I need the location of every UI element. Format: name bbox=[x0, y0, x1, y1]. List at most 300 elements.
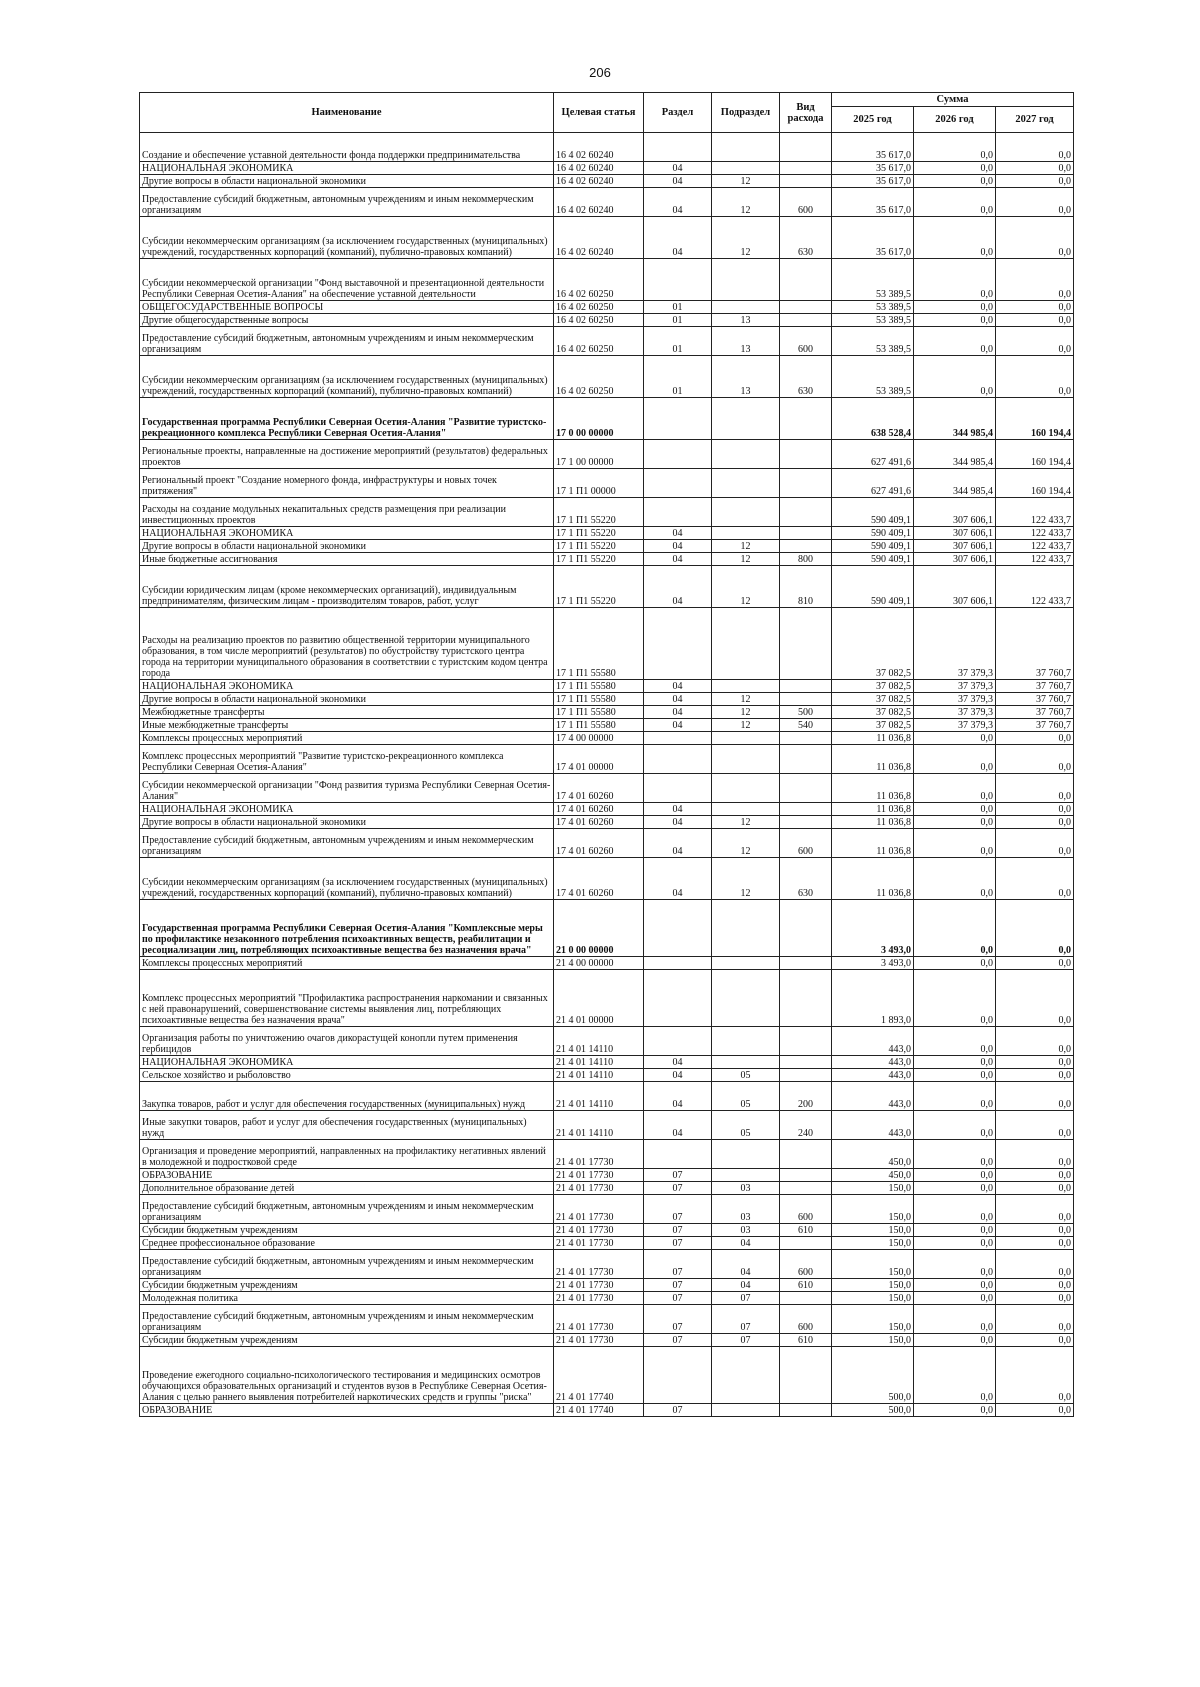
row-amount-2025: 37 082,5 bbox=[832, 680, 914, 693]
row-section: 04 bbox=[644, 566, 712, 608]
row-name: Иные закупки товаров, работ и услуг для обеспечения государственных (муниципальных) нужд bbox=[140, 1111, 554, 1140]
row-name: Другие вопросы в области национальной экономики bbox=[140, 693, 554, 706]
row-subsection bbox=[712, 608, 780, 680]
row-target-article: 21 4 01 14110 bbox=[554, 1069, 644, 1082]
row-amount-2025: 638 528,4 bbox=[832, 398, 914, 440]
table-row bbox=[140, 1111, 1074, 1140]
row-expense-type bbox=[780, 398, 832, 440]
row-amount-2026: 0,0 bbox=[914, 1224, 996, 1237]
row-expense-type bbox=[780, 1069, 832, 1082]
row-amount-2027: 122 433,7 bbox=[996, 540, 1074, 553]
row-target-article: 17 1 00 00000 bbox=[554, 440, 644, 469]
row-amount-2026: 0,0 bbox=[914, 816, 996, 829]
row-amount-2027: 37 760,7 bbox=[996, 693, 1074, 706]
row-amount-2027: 160 194,4 bbox=[996, 440, 1074, 469]
row-name: Предоставление субсидий бюджетным, автономным учреждениям и иным некоммерческим организациям bbox=[140, 829, 554, 858]
row-name: Создание и обеспечение уставной деятельности фонда поддержки предпринимательства bbox=[140, 133, 554, 162]
row-amount-2027: 0,0 bbox=[996, 327, 1074, 356]
row-target-article: 17 1 П1 55220 bbox=[554, 527, 644, 540]
row-amount-2026: 307 606,1 bbox=[914, 553, 996, 566]
row-amount-2025: 11 036,8 bbox=[832, 858, 914, 900]
row-name: Закупка товаров, работ и услуг для обеспечения государственных (муниципальных) нужд bbox=[140, 1082, 554, 1111]
row-subsection bbox=[712, 803, 780, 816]
row-expense-type: 600 bbox=[780, 1250, 832, 1279]
table-row bbox=[140, 706, 1074, 719]
row-subsection bbox=[712, 1169, 780, 1182]
table-row bbox=[140, 1292, 1074, 1305]
row-target-article: 21 4 00 00000 bbox=[554, 957, 644, 970]
row-amount-2027: 0,0 bbox=[996, 1305, 1074, 1334]
row-expense-type bbox=[780, 1027, 832, 1056]
row-name: Проведение ежегодного социально-психологического тестирования и медицинских осмотров обучающихся образовательных организаций и студентов вузов в Республике Северная Осетия-Алания с целью раннего выявления потребителей наркотических средств и группы "риска" bbox=[140, 1347, 554, 1404]
table-row bbox=[140, 217, 1074, 259]
row-section: 04 bbox=[644, 693, 712, 706]
row-section: 04 bbox=[644, 540, 712, 553]
header-name: Наименование bbox=[140, 93, 554, 133]
row-expense-type: 610 bbox=[780, 1224, 832, 1237]
table-row bbox=[140, 398, 1074, 440]
budget-table-body bbox=[140, 133, 1074, 1417]
row-amount-2027: 0,0 bbox=[996, 1404, 1074, 1417]
table-row bbox=[140, 301, 1074, 314]
row-amount-2027: 0,0 bbox=[996, 1347, 1074, 1404]
table-row bbox=[140, 162, 1074, 175]
row-expense-type bbox=[780, 1292, 832, 1305]
row-name: Предоставление субсидий бюджетным, автономным учреждениям и иным некоммерческим организациям bbox=[140, 1305, 554, 1334]
table-row bbox=[140, 829, 1074, 858]
row-target-article: 21 4 01 14110 bbox=[554, 1056, 644, 1069]
table-row bbox=[140, 1404, 1074, 1417]
row-target-article: 21 4 01 00000 bbox=[554, 970, 644, 1027]
row-target-article: 17 4 01 60260 bbox=[554, 774, 644, 803]
table-row bbox=[140, 732, 1074, 745]
row-amount-2026: 0,0 bbox=[914, 829, 996, 858]
row-amount-2025: 11 036,8 bbox=[832, 829, 914, 858]
row-amount-2025: 53 389,5 bbox=[832, 259, 914, 301]
table-row bbox=[140, 680, 1074, 693]
row-expense-type bbox=[780, 133, 832, 162]
row-amount-2025: 500,0 bbox=[832, 1404, 914, 1417]
row-expense-type: 630 bbox=[780, 356, 832, 398]
row-section: 01 bbox=[644, 314, 712, 327]
row-amount-2027: 0,0 bbox=[996, 1140, 1074, 1169]
row-amount-2026: 307 606,1 bbox=[914, 498, 996, 527]
row-name: Предоставление субсидий бюджетным, автономным учреждениям и иным некоммерческим организациям bbox=[140, 1195, 554, 1224]
row-amount-2027: 0,0 bbox=[996, 1279, 1074, 1292]
table-row bbox=[140, 469, 1074, 498]
row-amount-2026: 37 379,3 bbox=[914, 706, 996, 719]
row-subsection: 04 bbox=[712, 1279, 780, 1292]
row-subsection: 12 bbox=[712, 188, 780, 217]
row-amount-2025: 450,0 bbox=[832, 1140, 914, 1169]
row-section: 07 bbox=[644, 1334, 712, 1347]
row-name: Предоставление субсидий бюджетным, автономным учреждениям и иным некоммерческим организациям bbox=[140, 327, 554, 356]
row-amount-2026: 37 379,3 bbox=[914, 680, 996, 693]
row-name: ОБРАЗОВАНИЕ bbox=[140, 1404, 554, 1417]
row-name: Межбюджетные трансферты bbox=[140, 706, 554, 719]
row-target-article: 17 4 01 60260 bbox=[554, 803, 644, 816]
row-amount-2025: 35 617,0 bbox=[832, 162, 914, 175]
row-target-article: 17 4 01 00000 bbox=[554, 745, 644, 774]
row-subsection: 12 bbox=[712, 829, 780, 858]
row-name: Комплекс процессных мероприятий "Профилактика распространения наркомании и связанных с ней правонарушений, совершенствование системы выявления лиц, потребляющих психоактивные вещества без назначения врача" bbox=[140, 970, 554, 1027]
row-amount-2025: 443,0 bbox=[832, 1082, 914, 1111]
row-amount-2027: 0,0 bbox=[996, 356, 1074, 398]
row-subsection: 12 bbox=[712, 706, 780, 719]
row-target-article: 17 0 00 00000 bbox=[554, 398, 644, 440]
row-name: Молодежная политика bbox=[140, 1292, 554, 1305]
row-amount-2026: 0,0 bbox=[914, 1027, 996, 1056]
row-name: Иные бюджетные ассигнования bbox=[140, 553, 554, 566]
row-expense-type bbox=[780, 1237, 832, 1250]
row-target-article: 21 4 01 17730 bbox=[554, 1292, 644, 1305]
row-expense-type bbox=[780, 693, 832, 706]
row-amount-2027: 0,0 bbox=[996, 1056, 1074, 1069]
row-section: 04 bbox=[644, 162, 712, 175]
row-expense-type: 600 bbox=[780, 1305, 832, 1334]
row-amount-2025: 150,0 bbox=[832, 1237, 914, 1250]
row-subsection: 07 bbox=[712, 1292, 780, 1305]
row-amount-2027: 0,0 bbox=[996, 829, 1074, 858]
row-section bbox=[644, 498, 712, 527]
row-subsection bbox=[712, 440, 780, 469]
row-amount-2025: 11 036,8 bbox=[832, 774, 914, 803]
row-subsection bbox=[712, 133, 780, 162]
table-row bbox=[140, 1056, 1074, 1069]
row-section bbox=[644, 957, 712, 970]
row-amount-2026: 0,0 bbox=[914, 1279, 996, 1292]
row-amount-2026: 307 606,1 bbox=[914, 566, 996, 608]
row-target-article: 17 1 П1 55220 bbox=[554, 540, 644, 553]
row-amount-2027: 0,0 bbox=[996, 162, 1074, 175]
row-expense-type bbox=[780, 1182, 832, 1195]
row-expense-type bbox=[780, 1404, 832, 1417]
table-row bbox=[140, 133, 1074, 162]
row-subsection: 05 bbox=[712, 1082, 780, 1111]
row-amount-2026: 0,0 bbox=[914, 970, 996, 1027]
row-section: 04 bbox=[644, 1056, 712, 1069]
row-subsection bbox=[712, 1347, 780, 1404]
row-target-article: 21 4 01 14110 bbox=[554, 1027, 644, 1056]
row-expense-type: 600 bbox=[780, 829, 832, 858]
row-name: Региональный проект "Создание номерного фонда, инфраструктуры и новых точек притяжения" bbox=[140, 469, 554, 498]
row-amount-2027: 37 760,7 bbox=[996, 719, 1074, 732]
row-amount-2027: 122 433,7 bbox=[996, 527, 1074, 540]
table-row bbox=[140, 816, 1074, 829]
row-amount-2026: 0,0 bbox=[914, 217, 996, 259]
table-row bbox=[140, 1082, 1074, 1111]
row-subsection bbox=[712, 1140, 780, 1169]
row-amount-2027: 0,0 bbox=[996, 803, 1074, 816]
row-section: 04 bbox=[644, 553, 712, 566]
row-subsection: 03 bbox=[712, 1182, 780, 1195]
row-subsection bbox=[712, 900, 780, 957]
row-amount-2027: 0,0 bbox=[996, 188, 1074, 217]
row-amount-2025: 35 617,0 bbox=[832, 188, 914, 217]
row-section: 07 bbox=[644, 1250, 712, 1279]
table-row bbox=[140, 745, 1074, 774]
table-row bbox=[140, 440, 1074, 469]
row-amount-2025: 53 389,5 bbox=[832, 327, 914, 356]
row-section: 07 bbox=[644, 1292, 712, 1305]
row-subsection: 12 bbox=[712, 719, 780, 732]
row-name: Другие общегосударственные вопросы bbox=[140, 314, 554, 327]
row-subsection bbox=[712, 162, 780, 175]
row-target-article: 17 4 01 60260 bbox=[554, 858, 644, 900]
row-target-article: 17 1 П1 55580 bbox=[554, 680, 644, 693]
row-amount-2027: 0,0 bbox=[996, 957, 1074, 970]
header-year-2025: 2025 год bbox=[832, 107, 914, 133]
row-target-article: 17 4 01 60260 bbox=[554, 816, 644, 829]
row-expense-type bbox=[780, 527, 832, 540]
row-amount-2025: 37 082,5 bbox=[832, 608, 914, 680]
row-target-article: 16 4 02 60250 bbox=[554, 356, 644, 398]
row-amount-2025: 150,0 bbox=[832, 1224, 914, 1237]
row-amount-2025: 443,0 bbox=[832, 1027, 914, 1056]
row-name: Комплексы процессных мероприятий bbox=[140, 732, 554, 745]
row-section: 07 bbox=[644, 1404, 712, 1417]
row-name: Иные межбюджетные трансферты bbox=[140, 719, 554, 732]
row-amount-2026: 0,0 bbox=[914, 1082, 996, 1111]
row-amount-2025: 150,0 bbox=[832, 1250, 914, 1279]
row-section: 04 bbox=[644, 706, 712, 719]
header-target-article: Целевая статья bbox=[554, 93, 644, 133]
row-amount-2025: 35 617,0 bbox=[832, 175, 914, 188]
row-name: Региональные проекты, направленные на достижение мероприятий (результатов) федеральных проектов bbox=[140, 440, 554, 469]
row-target-article: 21 4 01 14110 bbox=[554, 1111, 644, 1140]
row-amount-2027: 0,0 bbox=[996, 970, 1074, 1027]
row-amount-2027: 0,0 bbox=[996, 1069, 1074, 1082]
row-amount-2027: 0,0 bbox=[996, 732, 1074, 745]
row-target-article: 16 4 02 60240 bbox=[554, 188, 644, 217]
table-row bbox=[140, 356, 1074, 398]
row-expense-type bbox=[780, 301, 832, 314]
page-number: 206 bbox=[589, 65, 611, 80]
row-expense-type: 240 bbox=[780, 1111, 832, 1140]
row-amount-2025: 627 491,6 bbox=[832, 469, 914, 498]
row-amount-2026: 0,0 bbox=[914, 259, 996, 301]
row-amount-2027: 0,0 bbox=[996, 301, 1074, 314]
row-amount-2027: 0,0 bbox=[996, 1292, 1074, 1305]
row-expense-type: 630 bbox=[780, 858, 832, 900]
row-name: Субсидии бюджетным учреждениям bbox=[140, 1334, 554, 1347]
row-amount-2027: 0,0 bbox=[996, 1169, 1074, 1182]
row-amount-2027: 0,0 bbox=[996, 133, 1074, 162]
row-expense-type: 800 bbox=[780, 553, 832, 566]
row-section: 07 bbox=[644, 1195, 712, 1224]
row-target-article: 17 4 01 60260 bbox=[554, 829, 644, 858]
row-target-article: 17 1 П1 55580 bbox=[554, 693, 644, 706]
row-name: Другие вопросы в области национальной экономики bbox=[140, 175, 554, 188]
table-row bbox=[140, 188, 1074, 217]
table-row bbox=[140, 553, 1074, 566]
row-target-article: 17 1 П1 55580 bbox=[554, 719, 644, 732]
row-target-article: 17 1 П1 55580 bbox=[554, 706, 644, 719]
row-amount-2025: 590 409,1 bbox=[832, 527, 914, 540]
row-amount-2025: 11 036,8 bbox=[832, 745, 914, 774]
row-expense-type bbox=[780, 957, 832, 970]
row-subsection: 03 bbox=[712, 1195, 780, 1224]
row-section: 01 bbox=[644, 301, 712, 314]
row-expense-type bbox=[780, 1056, 832, 1069]
row-name: Субсидии некоммерческой организации "Фонд развития туризма Республики Северная Осетия-Алания" bbox=[140, 774, 554, 803]
row-expense-type: 600 bbox=[780, 1195, 832, 1224]
row-amount-2026: 0,0 bbox=[914, 1334, 996, 1347]
row-name: Дополнительное образование детей bbox=[140, 1182, 554, 1195]
row-target-article: 17 1 П1 55580 bbox=[554, 608, 644, 680]
table-row bbox=[140, 1182, 1074, 1195]
row-amount-2026: 37 379,3 bbox=[914, 693, 996, 706]
row-expense-type bbox=[780, 440, 832, 469]
row-name: Среднее профессиональное образование bbox=[140, 1237, 554, 1250]
row-amount-2026: 307 606,1 bbox=[914, 540, 996, 553]
row-section: 07 bbox=[644, 1182, 712, 1195]
row-subsection bbox=[712, 301, 780, 314]
table-row bbox=[140, 1305, 1074, 1334]
row-section bbox=[644, 398, 712, 440]
row-subsection: 12 bbox=[712, 540, 780, 553]
row-amount-2027: 0,0 bbox=[996, 745, 1074, 774]
row-expense-type bbox=[780, 732, 832, 745]
row-amount-2026: 0,0 bbox=[914, 314, 996, 327]
row-subsection bbox=[712, 498, 780, 527]
row-amount-2025: 1 893,0 bbox=[832, 970, 914, 1027]
row-target-article: 21 4 01 17730 bbox=[554, 1182, 644, 1195]
row-target-article: 21 4 01 17740 bbox=[554, 1404, 644, 1417]
row-expense-type bbox=[780, 175, 832, 188]
row-amount-2025: 590 409,1 bbox=[832, 553, 914, 566]
row-amount-2025: 3 493,0 bbox=[832, 900, 914, 957]
row-name: НАЦИОНАЛЬНАЯ ЭКОНОМИКА bbox=[140, 1056, 554, 1069]
row-name: НАЦИОНАЛЬНАЯ ЭКОНОМИКА bbox=[140, 162, 554, 175]
row-section: 04 bbox=[644, 1069, 712, 1082]
row-amount-2025: 37 082,5 bbox=[832, 706, 914, 719]
row-section bbox=[644, 1347, 712, 1404]
row-amount-2025: 590 409,1 bbox=[832, 498, 914, 527]
table-row bbox=[140, 858, 1074, 900]
row-expense-type bbox=[780, 469, 832, 498]
row-subsection: 12 bbox=[712, 858, 780, 900]
row-subsection: 12 bbox=[712, 816, 780, 829]
row-expense-type bbox=[780, 1347, 832, 1404]
row-amount-2025: 590 409,1 bbox=[832, 566, 914, 608]
row-amount-2026: 344 985,4 bbox=[914, 469, 996, 498]
row-name: НАЦИОНАЛЬНАЯ ЭКОНОМИКА bbox=[140, 680, 554, 693]
row-name: Субсидии некоммерческим организациям (за исключением государственных (муниципальных) учреждений, государственных корпораций (компаний), публично-правовых компаний) bbox=[140, 356, 554, 398]
table-row bbox=[140, 957, 1074, 970]
row-amount-2026: 0,0 bbox=[914, 162, 996, 175]
row-expense-type bbox=[780, 162, 832, 175]
row-amount-2025: 150,0 bbox=[832, 1305, 914, 1334]
row-amount-2025: 500,0 bbox=[832, 1347, 914, 1404]
row-target-article: 21 0 00 00000 bbox=[554, 900, 644, 957]
row-amount-2027: 0,0 bbox=[996, 1195, 1074, 1224]
row-amount-2027: 160 194,4 bbox=[996, 398, 1074, 440]
header-expense-type: Вид расхода bbox=[780, 93, 832, 133]
row-section bbox=[644, 469, 712, 498]
table-row bbox=[140, 1279, 1074, 1292]
row-amount-2026: 0,0 bbox=[914, 803, 996, 816]
row-amount-2026: 0,0 bbox=[914, 900, 996, 957]
row-target-article: 21 4 01 17730 bbox=[554, 1224, 644, 1237]
row-target-article: 21 4 01 17730 bbox=[554, 1334, 644, 1347]
row-subsection: 04 bbox=[712, 1237, 780, 1250]
row-section: 04 bbox=[644, 858, 712, 900]
row-section: 04 bbox=[644, 175, 712, 188]
row-subsection bbox=[712, 745, 780, 774]
row-amount-2025: 53 389,5 bbox=[832, 356, 914, 398]
row-name: Государственная программа Республики Северная Осетия-Алания "Комплексные меры по профилактике незаконного потребления психоактивных веществ, реабилитации и ресоциализации лиц, потребляющих психоактивные вещества без назначения врача" bbox=[140, 900, 554, 957]
row-amount-2026: 0,0 bbox=[914, 1305, 996, 1334]
row-subsection bbox=[712, 957, 780, 970]
row-amount-2025: 3 493,0 bbox=[832, 957, 914, 970]
row-target-article: 21 4 01 17730 bbox=[554, 1250, 644, 1279]
row-section bbox=[644, 259, 712, 301]
row-target-article: 21 4 01 17730 bbox=[554, 1237, 644, 1250]
row-subsection: 13 bbox=[712, 327, 780, 356]
row-section: 04 bbox=[644, 188, 712, 217]
row-amount-2027: 37 760,7 bbox=[996, 680, 1074, 693]
row-amount-2025: 443,0 bbox=[832, 1056, 914, 1069]
row-section bbox=[644, 608, 712, 680]
row-section: 07 bbox=[644, 1224, 712, 1237]
row-section: 04 bbox=[644, 1111, 712, 1140]
row-section: 07 bbox=[644, 1279, 712, 1292]
row-amount-2027: 122 433,7 bbox=[996, 498, 1074, 527]
header-subsection: Подраздел bbox=[712, 93, 780, 133]
row-expense-type bbox=[780, 745, 832, 774]
table-row bbox=[140, 719, 1074, 732]
row-target-article: 16 4 02 60240 bbox=[554, 162, 644, 175]
table-row bbox=[140, 1224, 1074, 1237]
row-amount-2026: 0,0 bbox=[914, 745, 996, 774]
row-amount-2027: 122 433,7 bbox=[996, 566, 1074, 608]
row-target-article: 17 4 00 00000 bbox=[554, 732, 644, 745]
row-amount-2025: 35 617,0 bbox=[832, 217, 914, 259]
row-section bbox=[644, 732, 712, 745]
row-amount-2027: 122 433,7 bbox=[996, 553, 1074, 566]
row-subsection: 12 bbox=[712, 566, 780, 608]
row-amount-2026: 0,0 bbox=[914, 1347, 996, 1404]
row-amount-2025: 11 036,8 bbox=[832, 803, 914, 816]
table-row bbox=[140, 259, 1074, 301]
row-target-article: 21 4 01 17740 bbox=[554, 1347, 644, 1404]
row-amount-2025: 53 389,5 bbox=[832, 314, 914, 327]
row-name: Государственная программа Республики Северная Осетия-Алания "Развитие туристско-рекреационного комплекса Республики Северная Осетия-Алания" bbox=[140, 398, 554, 440]
row-name: Предоставление субсидий бюджетным, автономным учреждениям и иным некоммерческим организациям bbox=[140, 1250, 554, 1279]
row-target-article: 17 1 П1 00000 bbox=[554, 469, 644, 498]
row-name: Организация и проведение мероприятий, направленных на профилактику негативных явлений в молодежной и подростковой среде bbox=[140, 1140, 554, 1169]
row-amount-2026: 0,0 bbox=[914, 1292, 996, 1305]
row-subsection: 07 bbox=[712, 1334, 780, 1347]
row-amount-2027: 37 760,7 bbox=[996, 706, 1074, 719]
row-amount-2026: 0,0 bbox=[914, 175, 996, 188]
row-expense-type: 600 bbox=[780, 327, 832, 356]
table-row bbox=[140, 527, 1074, 540]
row-amount-2026: 0,0 bbox=[914, 1250, 996, 1279]
row-section: 01 bbox=[644, 327, 712, 356]
row-expense-type: 630 bbox=[780, 217, 832, 259]
header-sum: Сумма bbox=[832, 93, 1074, 107]
row-name: Другие вопросы в области национальной экономики bbox=[140, 540, 554, 553]
row-amount-2026: 344 985,4 bbox=[914, 398, 996, 440]
table-row bbox=[140, 1334, 1074, 1347]
row-subsection bbox=[712, 970, 780, 1027]
row-subsection: 07 bbox=[712, 1305, 780, 1334]
row-expense-type bbox=[780, 498, 832, 527]
row-target-article: 21 4 01 17730 bbox=[554, 1195, 644, 1224]
row-amount-2026: 0,0 bbox=[914, 732, 996, 745]
